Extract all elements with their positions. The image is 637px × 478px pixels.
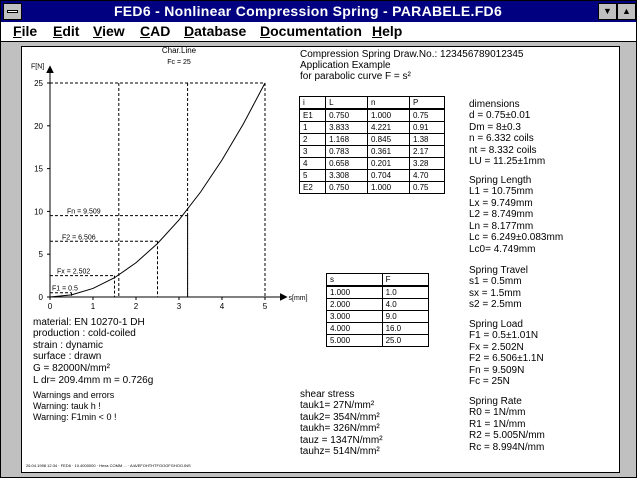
characteristic-chart	[22, 47, 322, 317]
table-cell: 0.658	[326, 158, 368, 170]
travel-table-row	[327, 323, 429, 335]
y-tick-label: 0	[38, 293, 43, 302]
dimension-line-1: d = 0.75±0.01	[469, 110, 531, 121]
maximize-icon: ▲	[622, 6, 631, 16]
maximize-button[interactable]	[617, 3, 636, 20]
table-cell: 1.0	[382, 286, 428, 299]
menu-file[interactable]: File	[13, 23, 38, 39]
length-line-5: Lc = 6.249±0.083mm	[469, 232, 564, 243]
coil-table-row	[300, 122, 445, 134]
material-text: material: EN 10270-1 DH	[33, 317, 145, 328]
length-line-3: L2 = 8.749mm	[469, 209, 534, 220]
column-header: i	[300, 97, 326, 110]
x-tick-label: 5	[262, 302, 268, 311]
dimension-line-4: nt = 8.332 coils	[469, 144, 537, 156]
warning-2: Warning: F1min < 0 !	[33, 412, 117, 422]
dimension-line-2: Dm = 8±0.3	[469, 121, 521, 133]
y-tick-label: 15	[34, 164, 43, 174]
system-menu-icon	[7, 10, 18, 13]
travel-table-row	[327, 286, 429, 299]
table-cell: 4.000	[327, 323, 383, 335]
shear-line-5: tauhz= 514N/mm²	[300, 446, 380, 457]
travel-table-row	[327, 335, 429, 347]
shear-line-4: tauz = 1347N/mm²	[300, 434, 383, 446]
marker-label: Fx = 2.502	[57, 268, 91, 276]
coil-table-row	[300, 170, 445, 182]
shear-line-3: taukh= 326N/mm²	[300, 423, 380, 434]
table-cell: 0.91	[409, 122, 444, 134]
spring-travel-title: Spring Travel	[469, 265, 528, 276]
rate-line-4: Rc = 8.994N/mm	[469, 441, 545, 453]
table-cell: 9.0	[382, 311, 428, 323]
system-menu-button[interactable]	[3, 3, 22, 20]
table-cell: 1.168	[326, 134, 368, 146]
x-tick-label: 4	[219, 302, 225, 311]
client-area	[1, 42, 636, 477]
table-cell: 0.750	[326, 109, 368, 122]
travel-table-row	[327, 299, 429, 311]
x-tick-label: 3	[176, 302, 182, 311]
header-line-2: Application Example	[300, 60, 391, 71]
table-cell: 1.38	[409, 134, 444, 146]
rate-line-2: R1 = 1N/mm	[469, 418, 526, 430]
spring-load-title: Spring Load	[469, 319, 523, 330]
shear-modulus-text: G = 82000N/mm²	[33, 363, 110, 374]
menu-documentation[interactable]: Documentation	[260, 23, 362, 39]
table-cell: 4.221	[368, 122, 410, 134]
table-cell: 0.704	[368, 170, 410, 182]
drawing-sheet[interactable]	[21, 46, 620, 473]
table-cell: 1.000	[368, 182, 410, 194]
table-cell: 16.0	[382, 323, 428, 335]
table-cell: 4	[300, 158, 326, 170]
table-cell: 3	[300, 146, 326, 158]
column-header: P	[409, 97, 444, 110]
marker-label: Fn = 9.509	[67, 208, 101, 216]
table-cell: 2.000	[327, 299, 383, 311]
table-cell: 0.75	[409, 182, 444, 194]
travel-line-2: sx = 1.5mm	[469, 287, 521, 299]
table-cell: 3.308	[326, 170, 368, 182]
dimension-line-5: LU = 11.25±1mm	[469, 156, 546, 167]
load-line-2: Fx = 2.502N	[469, 341, 524, 353]
rate-line-3: R2 = 5.005N/mm	[469, 430, 545, 441]
column-header: s	[327, 274, 383, 287]
table-cell: 5.000	[327, 335, 383, 347]
travel-table-row	[327, 311, 429, 323]
table-header-row	[300, 97, 445, 110]
coil-table-row	[300, 134, 445, 146]
table-cell: 0.750	[326, 182, 368, 194]
travel-load-table	[326, 273, 429, 347]
table-cell: 3.000	[327, 311, 383, 323]
header-line-3: for parabolic curve F = s²	[300, 71, 411, 82]
table-cell: 3.833	[326, 122, 368, 134]
surface-text: surface : drawn	[33, 351, 102, 362]
y-axis-label: F[N]	[31, 63, 45, 71]
coil-table-row	[300, 109, 445, 122]
dimensions-title: dimensions	[469, 99, 520, 110]
shear-title: shear stress	[300, 389, 355, 400]
x-tick-label: 0	[47, 302, 53, 311]
table-cell: E2	[300, 182, 326, 194]
y-tick-label: 20	[34, 121, 43, 131]
coil-section-table	[299, 96, 445, 194]
travel-line-3: s2 = 2.5mm	[469, 299, 522, 310]
table-cell: 0.845	[368, 134, 410, 146]
marker-label: F2 = 6.506	[62, 234, 96, 242]
table-cell: 2.17	[409, 146, 444, 158]
coil-table-row	[300, 158, 445, 170]
y-axis-arrow	[47, 66, 53, 72]
menu-edit[interactable]: Edit	[53, 23, 80, 39]
table-cell: 1.000	[368, 109, 410, 122]
table-cell: 25.0	[382, 335, 428, 347]
menu-help[interactable]: Help	[372, 23, 403, 39]
length-line-1: L1 = 10.75mm	[469, 186, 534, 197]
strain-text: strain : dynamic	[33, 340, 104, 351]
spring-rate-title: Spring Rate	[469, 396, 522, 407]
production-text: production : cold-coiled	[33, 328, 136, 339]
title-bar[interactable]	[1, 1, 636, 22]
table-cell: 4.70	[409, 170, 444, 182]
table-cell: 0.75	[409, 109, 444, 122]
chart-title-sub: Fc = 25	[167, 59, 191, 67]
minimize-icon: ▼	[603, 6, 612, 16]
travel-line-1: s1 = 0.5mm	[469, 276, 522, 287]
x-axis-label: s[mm]	[288, 295, 308, 302]
minimize-button[interactable]	[598, 3, 617, 20]
characteristic-curve	[50, 83, 265, 297]
y-tick-label: 10	[34, 207, 43, 217]
table-cell: E1	[300, 109, 326, 122]
y-tick-label: 25	[34, 79, 43, 88]
shear-line-1: tauk1= 27N/mm²	[300, 400, 375, 411]
load-line-4: Fn = 9.509N	[469, 364, 525, 376]
warnings-title: Warnings and errors	[33, 390, 115, 400]
x-tick-label: 1	[90, 302, 96, 311]
menu-view[interactable]: View	[93, 23, 125, 39]
x-tick-label: 2	[133, 302, 139, 311]
load-line-1: F1 = 0.5±1.01N	[469, 330, 539, 341]
load-line-3: F2 = 6.506±1.1N	[469, 353, 544, 364]
column-header: F	[382, 274, 428, 287]
marker-label: F1 = 0.5	[52, 285, 78, 293]
table-cell: 4.0	[382, 299, 428, 311]
table-cell: 1.000	[327, 286, 383, 299]
y-tick-label: 5	[38, 250, 43, 260]
menu-cad[interactable]: CAD	[140, 23, 171, 39]
load-line-5: Fc = 25N	[469, 376, 510, 387]
coil-table-row	[300, 146, 445, 158]
window-title: FED6 - Nonlinear Compression Spring - PARABELE.FD6	[113, 3, 503, 19]
table-cell: 1	[300, 122, 326, 134]
table-cell: 2	[300, 134, 326, 146]
length-line-4: Ln = 8.177mm	[469, 220, 534, 232]
footer-info: 26.04.1998 12:34 · FED6 · 10.4000000 · Hexa COMM ... · A/A/EFOHTHTFGOGFGHOO.INS	[26, 463, 191, 468]
table-cell: 0.201	[368, 158, 410, 170]
header-line-1: Compression Spring Draw.No.: 123456789012345	[300, 49, 524, 60]
rate-line-1: R0 = 1N/mm	[469, 407, 526, 418]
length-line-2: Lx = 9.749mm	[469, 197, 533, 209]
table-header-row	[327, 274, 429, 287]
shear-line-2: tauk2= 354N/mm²	[300, 411, 380, 423]
column-header: L	[326, 97, 368, 110]
warning-1: Warning: tauk h !	[33, 401, 101, 411]
chart-title: Char.Line	[161, 47, 197, 56]
column-header: n	[368, 97, 410, 110]
table-cell: 3.28	[409, 158, 444, 170]
wire-length-mass-text: L dr= 209.4mm m = 0.726g	[33, 375, 154, 386]
menu-database[interactable]: Database	[184, 23, 247, 39]
x-axis-arrow	[281, 294, 287, 300]
table-cell: 0.783	[326, 146, 368, 158]
length-line-6: Lc0= 4.749mm	[469, 243, 536, 255]
table-cell: 5	[300, 170, 326, 182]
table-cell: 0.361	[368, 146, 410, 158]
menu-bar	[1, 22, 636, 42]
dimension-line-3: n = 6.332 coils	[469, 133, 534, 144]
coil-table-row	[300, 182, 445, 194]
spring-length-title: Spring Length	[469, 175, 532, 186]
